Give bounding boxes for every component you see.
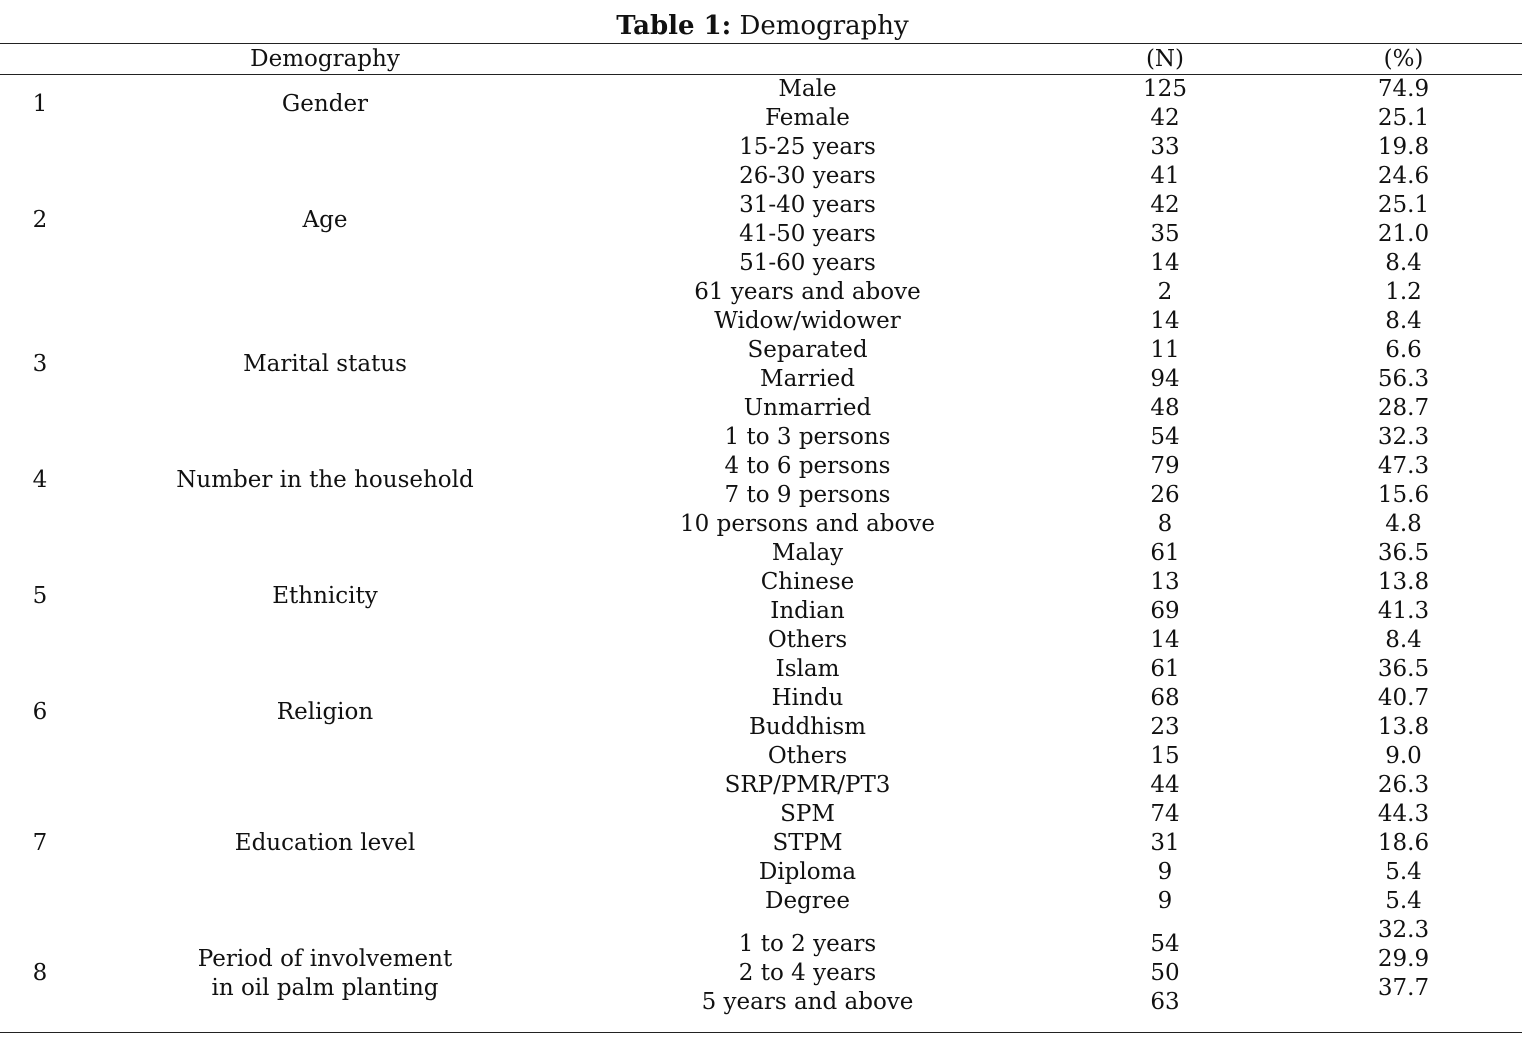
category-cell: 41-50 years — [739, 221, 876, 247]
category-cell: STPM — [772, 830, 843, 856]
percent-cell: 18.6 — [1377, 830, 1430, 856]
count-cell: 44 — [1150, 772, 1180, 798]
group-label-education: Education level — [234, 830, 416, 856]
bottom-rule — [0, 1032, 1522, 1033]
category-cell: 4 to 6 persons — [724, 453, 891, 479]
group-label-marital-status: Marital status — [243, 351, 407, 377]
category-cell: Others — [767, 627, 848, 653]
count-cell: 69 — [1150, 598, 1180, 624]
category-cell: 31-40 years — [739, 192, 876, 218]
count-cell: 54 — [1150, 424, 1180, 450]
category-cell: Degree — [765, 888, 850, 914]
count-cell: 61 — [1150, 656, 1180, 682]
category-cell: 61 years and above — [694, 279, 921, 305]
category-cell: 1 to 3 persons — [724, 424, 891, 450]
percent-cell: 25.1 — [1377, 105, 1430, 131]
count-cell: 11 — [1150, 337, 1180, 363]
category-cell: 5 years and above — [701, 989, 914, 1015]
percent-cell: 41.3 — [1377, 598, 1430, 624]
percent-cell: 5.4 — [1385, 859, 1422, 885]
table-caption-label: Table 1: — [616, 11, 732, 41]
category-cell: SRP/PMR/PT3 — [724, 772, 891, 798]
group-number: 3 — [32, 351, 48, 377]
category-cell: Separated — [747, 337, 868, 363]
count-cell: 79 — [1150, 453, 1180, 479]
count-cell: 9 — [1157, 888, 1173, 914]
percent-cell: 32.3 — [1377, 424, 1430, 450]
count-cell: 15 — [1150, 743, 1180, 769]
count-cell: 94 — [1150, 366, 1180, 392]
group-number: 6 — [32, 699, 48, 725]
count-cell: 42 — [1150, 105, 1180, 131]
header-percent: (%) — [1383, 46, 1424, 72]
percent-cell: 19.8 — [1377, 134, 1430, 160]
group-number: 4 — [32, 467, 48, 493]
percent-cell: 1.2 — [1385, 279, 1422, 305]
category-cell: Islam — [775, 656, 840, 682]
category-cell: Others — [767, 743, 848, 769]
count-cell: 74 — [1150, 801, 1180, 827]
count-cell: 14 — [1150, 308, 1180, 334]
percent-cell: 6.6 — [1385, 337, 1422, 363]
category-cell: Male — [778, 76, 837, 102]
count-cell: 61 — [1150, 540, 1180, 566]
group-label-line: Period of involvement — [197, 946, 453, 972]
percent-cell: 28.7 — [1377, 395, 1430, 421]
table-caption — [0, 8, 1525, 44]
group-number: 7 — [32, 830, 48, 856]
count-cell: 23 — [1150, 714, 1180, 740]
count-cell: 41 — [1150, 163, 1180, 189]
category-cell: Hindu — [771, 685, 844, 711]
category-cell: 15-25 years — [739, 134, 876, 160]
count-cell: 68 — [1150, 685, 1180, 711]
header-n: (N) — [1145, 46, 1185, 72]
category-cell: 10 persons and above — [680, 511, 935, 537]
percent-cell: 26.3 — [1377, 772, 1430, 798]
count-cell: 14 — [1150, 627, 1180, 653]
category-cell: 7 to 9 persons — [724, 482, 891, 508]
group-label-ethnicity: Ethnicity — [272, 583, 378, 609]
percent-cell: 24.6 — [1377, 163, 1430, 189]
percent-cell: 36.5 — [1377, 656, 1430, 682]
percent-cell: 36.5 — [1377, 540, 1430, 566]
count-cell: 54 — [1150, 931, 1180, 957]
count-cell: 14 — [1150, 250, 1180, 276]
group-number: 1 — [32, 91, 48, 117]
category-cell: SPM — [780, 801, 835, 827]
count-cell: 2 — [1157, 279, 1173, 305]
header-demography: Demography — [250, 46, 400, 72]
count-cell: 33 — [1150, 134, 1180, 160]
category-cell: 2 to 4 years — [738, 960, 877, 986]
percent-cell: 21.0 — [1377, 221, 1430, 247]
group-label-household: Number in the household — [176, 467, 474, 493]
percent-cell: 29.9 — [1377, 946, 1430, 972]
category-cell: Widow/widower — [714, 308, 901, 334]
percent-cell: 56.3 — [1377, 366, 1430, 392]
percent-cell: 15.6 — [1377, 482, 1430, 508]
count-cell: 8 — [1157, 511, 1173, 537]
percent-cell: 13.8 — [1377, 714, 1430, 740]
percent-cell: 8.4 — [1385, 627, 1422, 653]
category-cell: Female — [765, 105, 850, 131]
count-cell: 13 — [1150, 569, 1180, 595]
category-cell: Malay — [771, 540, 844, 566]
category-cell: 26-30 years — [739, 163, 876, 189]
count-cell: 63 — [1150, 989, 1180, 1015]
category-cell: Chinese — [760, 569, 855, 595]
percent-cell: 44.3 — [1377, 801, 1430, 827]
percent-cell: 13.8 — [1377, 569, 1430, 595]
percent-cell: 4.8 — [1385, 511, 1422, 537]
count-cell: 42 — [1150, 192, 1180, 218]
group-label-line: in oil palm planting — [211, 975, 439, 1001]
group-label-religion: Religion — [276, 699, 374, 725]
category-cell: 51-60 years — [739, 250, 876, 276]
count-cell: 31 — [1150, 830, 1180, 856]
percent-cell: 32.3 — [1377, 917, 1430, 943]
category-cell: Unmarried — [743, 395, 872, 421]
percent-cell: 47.3 — [1377, 453, 1430, 479]
count-cell: 26 — [1150, 482, 1180, 508]
percent-cell: 8.4 — [1385, 250, 1422, 276]
percent-cell: 37.7 — [1377, 975, 1430, 1001]
table-caption-text: Demography — [739, 11, 909, 41]
group-number: 8 — [32, 960, 48, 986]
percent-cell: 9.0 — [1385, 743, 1422, 769]
category-cell: Buddhism — [749, 714, 866, 740]
count-cell: 50 — [1150, 960, 1180, 986]
percent-cell: 5.4 — [1385, 888, 1422, 914]
group-label-period-of-involvement — [80, 945, 570, 1003]
group-number: 5 — [32, 583, 48, 609]
count-cell: 9 — [1157, 859, 1173, 885]
percent-cell: 8.4 — [1385, 308, 1422, 334]
count-cell: 125 — [1143, 76, 1187, 102]
category-cell: Diploma — [758, 859, 857, 885]
category-cell: 1 to 2 years — [738, 931, 877, 957]
category-cell: Indian — [770, 598, 845, 624]
count-cell: 35 — [1150, 221, 1180, 247]
percent-cell: 74.9 — [1377, 76, 1430, 102]
group-number: 2 — [32, 207, 48, 233]
category-cell: Married — [760, 366, 855, 392]
percent-cell: 40.7 — [1377, 685, 1430, 711]
group-label-age: Age — [302, 207, 348, 233]
percent-cell: 25.1 — [1377, 192, 1430, 218]
group-label-gender: Gender — [281, 91, 369, 117]
count-cell: 48 — [1150, 395, 1180, 421]
